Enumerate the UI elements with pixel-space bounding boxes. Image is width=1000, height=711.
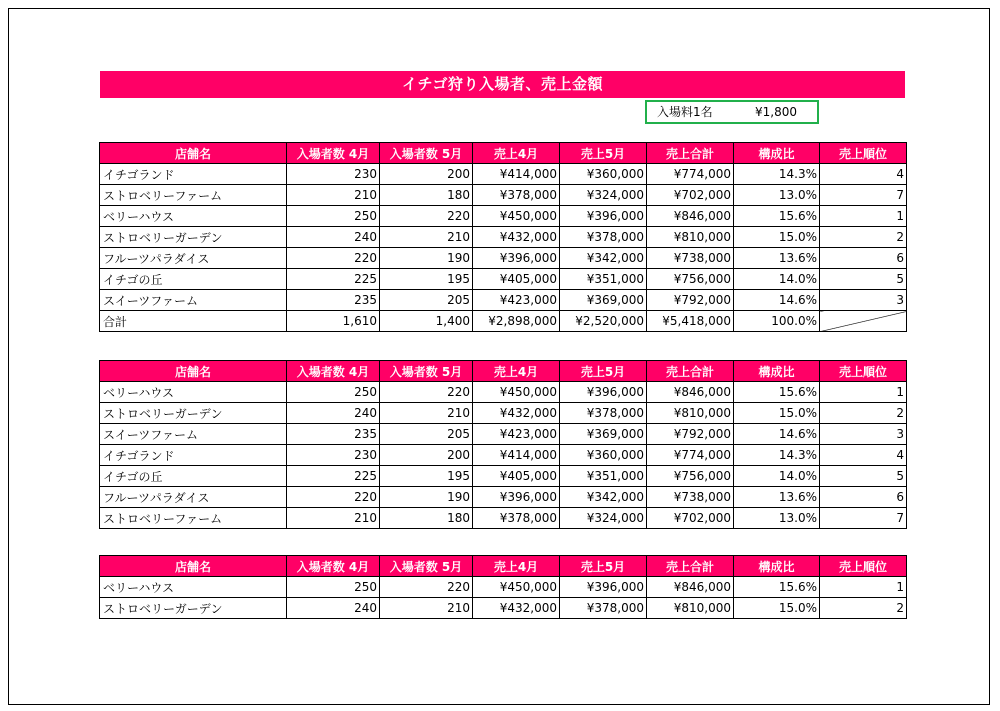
cell-rank[interactable]: 1 <box>820 382 907 403</box>
column-header-visitors-apr[interactable]: 入場者数 4月 <box>287 143 380 164</box>
column-header-sales-may[interactable]: 売上5月 <box>560 361 647 382</box>
total-cell-sales-apr[interactable]: ¥2,898,000 <box>473 311 560 332</box>
cell-sales-may[interactable]: ¥369,000 <box>560 290 647 311</box>
total-cell-sales-may[interactable]: ¥2,520,000 <box>560 311 647 332</box>
cell-store-name[interactable]: イチゴランド <box>100 164 287 185</box>
cell-share[interactable]: 14.0% <box>734 269 820 290</box>
cell-sales-apr[interactable]: ¥378,000 <box>473 185 560 206</box>
cell-share[interactable]: 15.6% <box>734 382 820 403</box>
column-header-sales-apr[interactable]: 売上4月 <box>473 556 560 577</box>
cell-visitors-apr[interactable]: 235 <box>287 290 380 311</box>
cell-visitors-may[interactable]: 220 <box>380 577 473 598</box>
cell-sales-may[interactable]: ¥396,000 <box>560 382 647 403</box>
cell-store-name[interactable]: ストロベリーガーデン <box>100 403 287 424</box>
cell-rank[interactable]: 5 <box>820 466 907 487</box>
cell-rank[interactable]: 1 <box>820 206 907 227</box>
table-row <box>100 598 907 619</box>
cell-sales-apr[interactable]: ¥450,000 <box>473 206 560 227</box>
cell-sales-may[interactable]: ¥324,000 <box>560 508 647 529</box>
cell-sales-total[interactable]: ¥792,000 <box>647 424 734 445</box>
cell-sales-total[interactable]: ¥810,000 <box>647 227 734 248</box>
cell-store-name[interactable]: イチゴの丘 <box>100 466 287 487</box>
cell-share[interactable]: 14.3% <box>734 445 820 466</box>
cell-share[interactable]: 15.0% <box>734 598 820 619</box>
cell-visitors-may[interactable]: 220 <box>380 206 473 227</box>
cell-sales-apr[interactable]: ¥396,000 <box>473 248 560 269</box>
table-row <box>100 164 907 185</box>
cell-visitors-may[interactable]: 200 <box>380 164 473 185</box>
cell-sales-may[interactable]: ¥324,000 <box>560 185 647 206</box>
table-row <box>100 227 907 248</box>
table-row <box>100 508 907 529</box>
cell-sales-may[interactable]: ¥396,000 <box>560 577 647 598</box>
cell-visitors-may[interactable]: 200 <box>380 445 473 466</box>
cell-sales-total[interactable]: ¥774,000 <box>647 164 734 185</box>
cell-visitors-may[interactable]: 195 <box>380 269 473 290</box>
cell-share[interactable]: 15.6% <box>734 206 820 227</box>
cell-sales-apr[interactable]: ¥423,000 <box>473 290 560 311</box>
cell-sales-may[interactable]: ¥378,000 <box>560 403 647 424</box>
cell-sales-total[interactable]: ¥756,000 <box>647 269 734 290</box>
cell-sales-may[interactable]: ¥342,000 <box>560 248 647 269</box>
cell-rank[interactable]: 2 <box>820 403 907 424</box>
cell-rank[interactable]: 4 <box>820 445 907 466</box>
cell-share[interactable]: 13.6% <box>734 487 820 508</box>
cell-store-name[interactable]: ストロベリーガーデン <box>100 598 287 619</box>
cell-sales-may[interactable]: ¥378,000 <box>560 227 647 248</box>
cell-visitors-may[interactable]: 195 <box>380 466 473 487</box>
cell-visitors-may[interactable]: 210 <box>380 598 473 619</box>
cell-share[interactable]: 14.6% <box>734 424 820 445</box>
cell-rank[interactable]: 7 <box>820 185 907 206</box>
cell-share[interactable]: 13.6% <box>734 248 820 269</box>
cell-store-name[interactable]: スイーツファーム <box>100 290 287 311</box>
cell-visitors-may[interactable]: 190 <box>380 248 473 269</box>
cell-rank[interactable]: 2 <box>820 598 907 619</box>
cell-store-name[interactable]: ベリーハウス <box>100 206 287 227</box>
cell-share[interactable]: 13.0% <box>734 508 820 529</box>
sales-table-main <box>99 142 907 332</box>
cell-visitors-apr[interactable]: 225 <box>287 466 380 487</box>
cell-sales-may[interactable]: ¥351,000 <box>560 269 647 290</box>
cell-sales-may[interactable]: ¥342,000 <box>560 487 647 508</box>
cell-sales-apr[interactable]: ¥450,000 <box>473 577 560 598</box>
cell-store-name[interactable]: ストロベリーファーム <box>100 508 287 529</box>
cell-visitors-apr[interactable]: 230 <box>287 164 380 185</box>
total-cell-share[interactable]: 100.0% <box>734 311 820 332</box>
cell-rank[interactable]: 6 <box>820 248 907 269</box>
cell-sales-total[interactable]: ¥810,000 <box>647 403 734 424</box>
cell-visitors-may[interactable]: 205 <box>380 424 473 445</box>
cell-sales-apr[interactable]: ¥423,000 <box>473 424 560 445</box>
column-header-sales-total[interactable]: 売上合計 <box>647 361 734 382</box>
column-header-sales-apr[interactable]: 売上4月 <box>473 361 560 382</box>
sales-table-sorted <box>99 360 907 529</box>
cell-visitors-apr[interactable]: 225 <box>287 269 380 290</box>
column-header-share[interactable]: 構成比 <box>734 556 820 577</box>
cell-sales-may[interactable]: ¥369,000 <box>560 424 647 445</box>
cell-sales-may[interactable]: ¥360,000 <box>560 445 647 466</box>
table-row <box>100 206 907 227</box>
column-header-visitors-may[interactable]: 入場者数 5月 <box>380 556 473 577</box>
column-header-share[interactable]: 構成比 <box>734 143 820 164</box>
cell-visitors-apr[interactable]: 240 <box>287 598 380 619</box>
cell-sales-total[interactable]: ¥702,000 <box>647 185 734 206</box>
cell-visitors-apr[interactable]: 240 <box>287 227 380 248</box>
column-header-sales-total[interactable]: 売上合計 <box>647 556 734 577</box>
table-row <box>100 577 907 598</box>
sales-table-top2 <box>99 555 907 619</box>
cell-store-name[interactable]: フルーツパラダイス <box>100 248 287 269</box>
table-row <box>100 466 907 487</box>
column-header-visitors-apr[interactable]: 入場者数 4月 <box>287 361 380 382</box>
cell-visitors-apr[interactable]: 230 <box>287 445 380 466</box>
cell-sales-total[interactable]: ¥738,000 <box>647 487 734 508</box>
column-header-sales-total[interactable]: 売上合計 <box>647 143 734 164</box>
cell-sales-apr[interactable]: ¥414,000 <box>473 445 560 466</box>
table-row <box>100 269 907 290</box>
column-header-visitors-may[interactable]: 入場者数 5月 <box>380 143 473 164</box>
table-row <box>100 290 907 311</box>
cell-sales-apr[interactable]: ¥405,000 <box>473 466 560 487</box>
cell-visitors-apr[interactable]: 220 <box>287 248 380 269</box>
table-row <box>100 185 907 206</box>
cell-rank[interactable]: 6 <box>820 487 907 508</box>
cell-sales-apr[interactable]: ¥432,000 <box>473 227 560 248</box>
column-header-rank[interactable]: 売上順位 <box>820 361 907 382</box>
table-row <box>100 382 907 403</box>
entry-fee-value: ¥1,800 <box>755 105 797 119</box>
cell-share[interactable]: 14.3% <box>734 164 820 185</box>
table-row <box>100 487 907 508</box>
cell-store-name[interactable]: ベリーハウス <box>100 577 287 598</box>
cell-visitors-apr[interactable]: 235 <box>287 424 380 445</box>
column-header-store-name[interactable]: 店舗名 <box>100 143 287 164</box>
column-header-store-name[interactable]: 店舗名 <box>100 556 287 577</box>
cell-visitors-may[interactable]: 210 <box>380 403 473 424</box>
cell-share[interactable]: 14.0% <box>734 466 820 487</box>
cell-visitors-may[interactable]: 210 <box>380 227 473 248</box>
column-header-rank[interactable]: 売上順位 <box>820 556 907 577</box>
column-header-rank[interactable]: 売上順位 <box>820 143 907 164</box>
table-row <box>100 248 907 269</box>
header-row <box>100 143 907 164</box>
total-cell-visitors-apr[interactable]: 1,610 <box>287 311 380 332</box>
column-header-store-name[interactable]: 店舗名 <box>100 361 287 382</box>
cell-sales-may[interactable]: ¥378,000 <box>560 598 647 619</box>
cell-store-name[interactable]: フルーツパラダイス <box>100 487 287 508</box>
entry-fee-label: 入場料1名 <box>657 105 713 119</box>
cell-visitors-apr[interactable]: 210 <box>287 185 380 206</box>
cell-visitors-may[interactable]: 205 <box>380 290 473 311</box>
cell-visitors-apr[interactable]: 250 <box>287 577 380 598</box>
cell-visitors-may[interactable]: 180 <box>380 508 473 529</box>
column-header-visitors-apr[interactable]: 入場者数 4月 <box>287 556 380 577</box>
cell-visitors-apr[interactable]: 250 <box>287 382 380 403</box>
cell-sales-apr[interactable]: ¥450,000 <box>473 382 560 403</box>
entry-fee-box[interactable] <box>645 100 819 124</box>
cell-rank[interactable]: 7 <box>820 508 907 529</box>
cell-store-name[interactable]: イチゴランド <box>100 445 287 466</box>
cell-rank[interactable]: 3 <box>820 424 907 445</box>
cell-rank[interactable]: 5 <box>820 269 907 290</box>
total-cell-rank[interactable] <box>820 311 907 332</box>
cell-share[interactable]: 13.0% <box>734 185 820 206</box>
cell-share[interactable]: 15.0% <box>734 403 820 424</box>
cell-sales-may[interactable]: ¥351,000 <box>560 466 647 487</box>
cell-sales-total[interactable]: ¥738,000 <box>647 248 734 269</box>
cell-store-name[interactable]: イチゴの丘 <box>100 269 287 290</box>
cell-sales-may[interactable]: ¥360,000 <box>560 164 647 185</box>
cell-sales-total[interactable]: ¥774,000 <box>647 445 734 466</box>
table-row <box>100 403 907 424</box>
column-header-sales-may[interactable]: 売上5月 <box>560 143 647 164</box>
cell-sales-total[interactable]: ¥792,000 <box>647 290 734 311</box>
cell-visitors-may[interactable]: 190 <box>380 487 473 508</box>
cell-rank[interactable]: 4 <box>820 164 907 185</box>
cell-sales-total[interactable]: ¥702,000 <box>647 508 734 529</box>
cell-store-name[interactable]: ストロベリーファーム <box>100 185 287 206</box>
cell-rank[interactable]: 1 <box>820 577 907 598</box>
total-cell-visitors-may[interactable]: 1,400 <box>380 311 473 332</box>
cell-visitors-apr[interactable]: 250 <box>287 206 380 227</box>
cell-sales-apr[interactable]: ¥414,000 <box>473 164 560 185</box>
cell-store-name[interactable]: スイーツファーム <box>100 424 287 445</box>
header-row <box>100 361 907 382</box>
cell-sales-apr[interactable]: ¥405,000 <box>473 269 560 290</box>
cell-share[interactable]: 14.6% <box>734 290 820 311</box>
cell-visitors-may[interactable]: 220 <box>380 382 473 403</box>
cell-share[interactable]: 15.0% <box>734 227 820 248</box>
total-cell-sales-total[interactable]: ¥5,418,000 <box>647 311 734 332</box>
cell-sales-total[interactable]: ¥846,000 <box>647 577 734 598</box>
table-row <box>100 445 907 466</box>
cell-visitors-apr[interactable]: 210 <box>287 508 380 529</box>
cell-store-name[interactable]: ベリーハウス <box>100 382 287 403</box>
cell-sales-apr[interactable]: ¥432,000 <box>473 598 560 619</box>
header-row <box>100 556 907 577</box>
total-cell-store-name[interactable]: 合計 <box>100 311 287 332</box>
cell-visitors-apr[interactable]: 240 <box>287 403 380 424</box>
column-header-sales-may[interactable]: 売上5月 <box>560 556 647 577</box>
cell-visitors-may[interactable]: 180 <box>380 185 473 206</box>
cell-visitors-apr[interactable]: 220 <box>287 487 380 508</box>
cell-rank[interactable]: 2 <box>820 227 907 248</box>
cell-sales-total[interactable]: ¥756,000 <box>647 466 734 487</box>
cell-store-name[interactable]: ストロベリーガーデン <box>100 227 287 248</box>
cell-sales-total[interactable]: ¥810,000 <box>647 598 734 619</box>
cell-sales-apr[interactable]: ¥432,000 <box>473 403 560 424</box>
cell-sales-total[interactable]: ¥846,000 <box>647 382 734 403</box>
cell-sales-may[interactable]: ¥396,000 <box>560 206 647 227</box>
sheet-title: イチゴ狩り入場者、売上金額 <box>100 71 905 98</box>
cell-sales-total[interactable]: ¥846,000 <box>647 206 734 227</box>
column-header-share[interactable]: 構成比 <box>734 361 820 382</box>
column-header-sales-apr[interactable]: 売上4月 <box>473 143 560 164</box>
cell-sales-apr[interactable]: ¥378,000 <box>473 508 560 529</box>
table-row <box>100 424 907 445</box>
column-header-visitors-may[interactable]: 入場者数 5月 <box>380 361 473 382</box>
total-row <box>100 311 907 332</box>
cell-share[interactable]: 15.6% <box>734 577 820 598</box>
cell-rank[interactable]: 3 <box>820 290 907 311</box>
cell-sales-apr[interactable]: ¥396,000 <box>473 487 560 508</box>
